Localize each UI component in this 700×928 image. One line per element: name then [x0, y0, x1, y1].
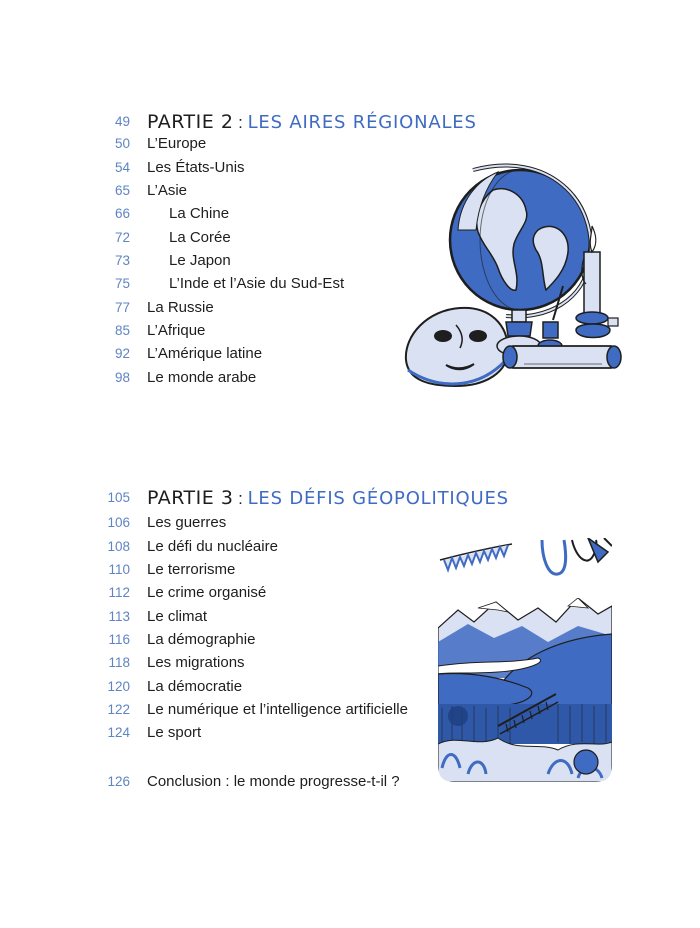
toc-entry-page: 110 — [108, 562, 130, 577]
toc-entry-page: 72 — [114, 230, 130, 245]
part-3-colon: : — [233, 489, 248, 508]
toc-entry-title: Les migrations — [147, 654, 245, 671]
toc-entry-page: 50 — [114, 136, 130, 151]
toc-entry-title: L’Asie — [147, 182, 188, 199]
toc-entry-title: Le monde arabe — [147, 369, 257, 386]
toc-entry-title: Le défi du nucléaire — [147, 538, 278, 555]
toc-entry-title: La démocratie — [147, 678, 243, 695]
toc-entry-page: 106 — [107, 515, 130, 530]
toc-entry-page: 54 — [114, 160, 130, 175]
part-3-heading — [147, 484, 509, 514]
toc-entry-page: 92 — [114, 346, 130, 361]
mountain-landscape-illustration — [438, 538, 612, 782]
part-2-page-number: 49 — [114, 114, 130, 129]
toc-entry-page: 75 — [114, 276, 130, 291]
globe-illustration — [398, 160, 630, 392]
toc-entry-title: Le Japon — [169, 252, 231, 269]
part-2-colon: : — [233, 113, 248, 132]
toc-entry-title: La Corée — [169, 229, 231, 246]
toc-entry-title: La Chine — [169, 205, 230, 222]
toc-entry-page: 73 — [114, 253, 130, 268]
toc-entry-page: 77 — [114, 300, 130, 315]
toc-entry-page: 108 — [107, 539, 130, 554]
part-2-title: LES AIRES RÉGIONALES — [247, 112, 477, 133]
toc-entry-page: 124 — [107, 725, 130, 740]
toc-entry-page: 122 — [107, 702, 130, 717]
toc-entry-title: L’Inde et l’Asie du Sud-Est — [169, 275, 345, 292]
toc-entry-title: Le sport — [147, 724, 202, 741]
toc-entry-title: L’Amérique latine — [147, 345, 263, 362]
toc-entry-title: Les guerres — [147, 514, 227, 531]
conclusion-page: 126 — [107, 774, 130, 789]
toc-entry-title: Le numérique et l’intelligence artificielle — [147, 701, 408, 718]
toc-entry-title: Les États-Unis — [147, 159, 245, 176]
part-3-page-number: 105 — [107, 490, 130, 505]
toc-entry-title: L’Afrique — [147, 322, 206, 339]
part-3-label: PARTIE 3 — [147, 487, 234, 509]
part-2-label: PARTIE 2 — [147, 111, 234, 133]
toc-entry-page: 66 — [114, 206, 130, 221]
toc-entry-title: La Russie — [147, 299, 214, 316]
toc-entry-page: 116 — [108, 632, 130, 647]
toc-entry-page: 118 — [108, 655, 130, 670]
toc-entry-page: 85 — [114, 323, 130, 338]
toc-entry-page: 65 — [114, 183, 130, 198]
bunting-icon — [440, 538, 612, 574]
toc-entry-title: Le crime organisé — [147, 584, 267, 601]
toc-entry-page: 98 — [114, 370, 130, 385]
part-3-title: LES DÉFIS GÉOPOLITIQUES — [247, 488, 509, 509]
scroll-icon — [503, 346, 621, 368]
toc-entry-page: 112 — [108, 585, 130, 600]
toc-entry-page: 113 — [108, 609, 130, 624]
mask-icon — [406, 308, 508, 386]
toc-entry-title: Le climat — [147, 608, 208, 625]
toc-entry-page: 120 — [107, 679, 130, 694]
toc-entry-title: Le terrorisme — [147, 561, 236, 578]
conclusion-title: Conclusion : le monde progresse-t-il ? — [147, 773, 400, 790]
toc-entry-title: La démographie — [147, 631, 256, 648]
toc-entry-title: L’Europe — [147, 135, 207, 152]
